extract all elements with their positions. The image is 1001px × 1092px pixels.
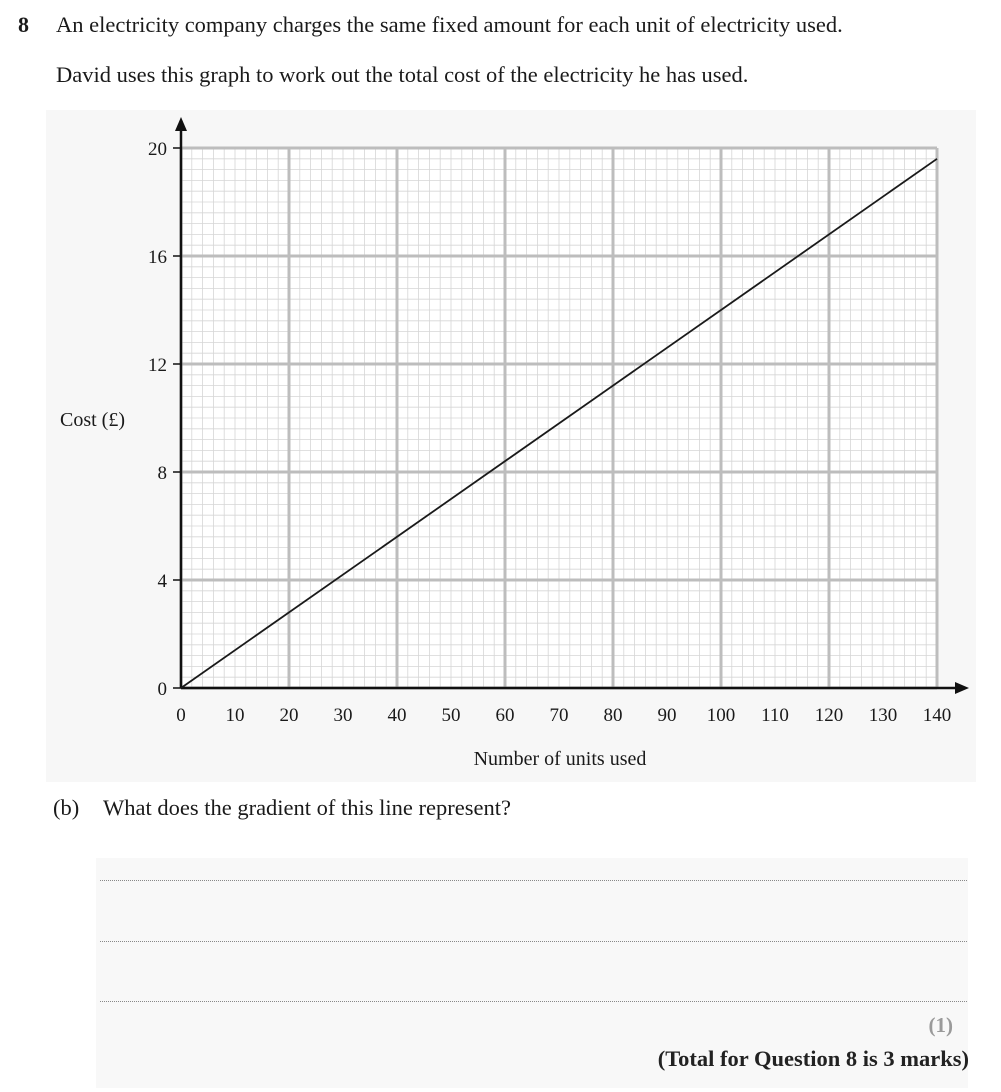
x-axis-arrowhead [955, 682, 969, 694]
x-axis-label: Number of units used [473, 748, 647, 770]
x-tick-label: 100 [706, 705, 736, 726]
part-b-label: (b) [53, 795, 80, 820]
y-tick-label: 0 [157, 679, 167, 700]
x-tick-label: 90 [657, 705, 677, 726]
answer-line-2[interactable] [100, 941, 967, 942]
x-tick-label: 120 [814, 705, 844, 726]
answer-line-1[interactable] [100, 880, 967, 881]
y-tick-label: 20 [148, 139, 167, 160]
y-tick-label: 16 [148, 247, 167, 268]
part-b-question: What does the gradient of this line represent? [103, 795, 511, 820]
y-tick-label: 4 [157, 571, 167, 592]
question-text-line-1: An electricity company charges the same fixed amount for each unit of electricity used. [56, 12, 843, 37]
question-text-line-2: David uses this graph to work out the total cost of the electricity he has used. [56, 62, 749, 87]
y-axis-arrowhead [175, 117, 187, 131]
y-tick-label: 12 [148, 355, 167, 376]
x-tick-label: 110 [761, 705, 789, 726]
x-tick-label: 10 [225, 705, 245, 726]
marks-label: (1) [928, 1013, 953, 1037]
x-tick-label: 60 [495, 705, 515, 726]
x-tick-label: 40 [387, 705, 407, 726]
x-tick-label: 80 [603, 705, 623, 726]
x-tick-label: 30 [333, 705, 353, 726]
x-tick-label: 140 [922, 705, 952, 726]
x-tick-label: 70 [549, 705, 569, 726]
x-tick-label: 0 [176, 705, 186, 726]
y-axis-label: Cost (£) [60, 409, 125, 431]
answer-line-3[interactable] [100, 1001, 967, 1002]
x-tick-label: 50 [441, 705, 461, 726]
total-marks-label: (Total for Question 8 is 3 marks) [657, 1046, 969, 1071]
x-tick-label: 130 [868, 705, 898, 726]
x-tick-label: 20 [279, 705, 299, 726]
question-number: 8 [18, 12, 29, 37]
y-tick-label: 8 [157, 463, 167, 484]
